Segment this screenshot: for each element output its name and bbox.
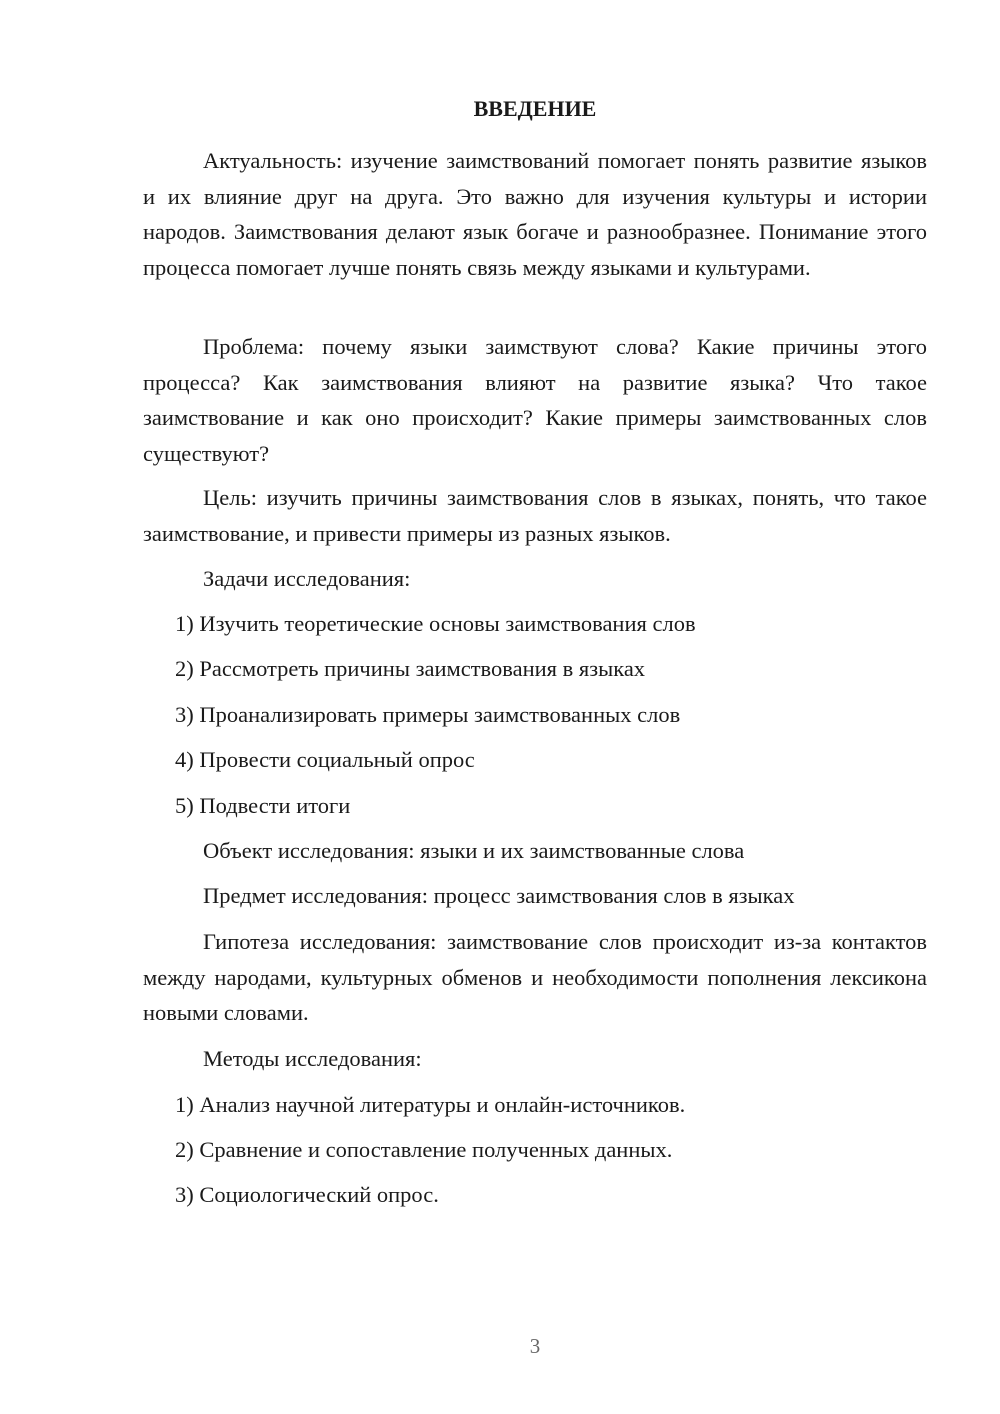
problem-paragraph: Проблема: почему языки заимствуют слова? Какие причины этого процесса? Как заимствования влияют на развитие языка? Что такое заимствование и как оно происходит? Какие примеры заимствованных слов существуют?	[143, 334, 927, 466]
methods-heading: Методы исследования:	[203, 1046, 422, 1071]
goal-paragraph: Цель: изучить причины заимствования слов в языках, понять, что такое заимствование, и привести примеры из разных языков.	[143, 485, 927, 546]
document-page	[143, 0, 927, 1414]
task-item-1: 1) Изучить теоретические основы заимствования слов	[175, 611, 696, 636]
research-subject: Предмет исследования: процесс заимствования слов в языках	[203, 883, 795, 908]
page-number: 3	[529, 1334, 541, 1358]
task-item-4: 4) Провести социальный опрос	[175, 747, 475, 772]
tasks-heading: Задачи исследования:	[203, 566, 411, 591]
research-object: Объект исследования: языки и их заимствованные слова	[203, 838, 745, 863]
task-item-3: 3) Проанализировать примеры заимствованных слов	[175, 702, 681, 727]
task-item-5: 5) Подвести итоги	[175, 793, 351, 818]
page-title: ВВЕДЕНИЕ	[473, 96, 597, 121]
method-item-1: 1) Анализ научной литературы и онлайн-источников.	[175, 1092, 686, 1117]
method-item-2: 2) Сравнение и сопоставление полученных данных.	[175, 1137, 673, 1162]
method-item-3: 3) Социологический опрос.	[175, 1182, 439, 1207]
task-item-2: 2) Рассмотреть причины заимствования в языках	[175, 656, 646, 681]
relevance-paragraph: Актуальность: изучение заимствований помогает понять развитие языков и их влияние друг на друга. Это важно для изучения культуры и истории народов. Заимствования делают язык богаче и разнообразнее. Понимание этого процесса помогает лучше понять связь между языками и культурами.	[143, 148, 927, 280]
hypothesis-paragraph: Гипотеза исследования: заимствование слов происходит из-за контактов между народами, культурных обменов и необходимости пополнения лексикона новыми словами.	[143, 929, 927, 1025]
